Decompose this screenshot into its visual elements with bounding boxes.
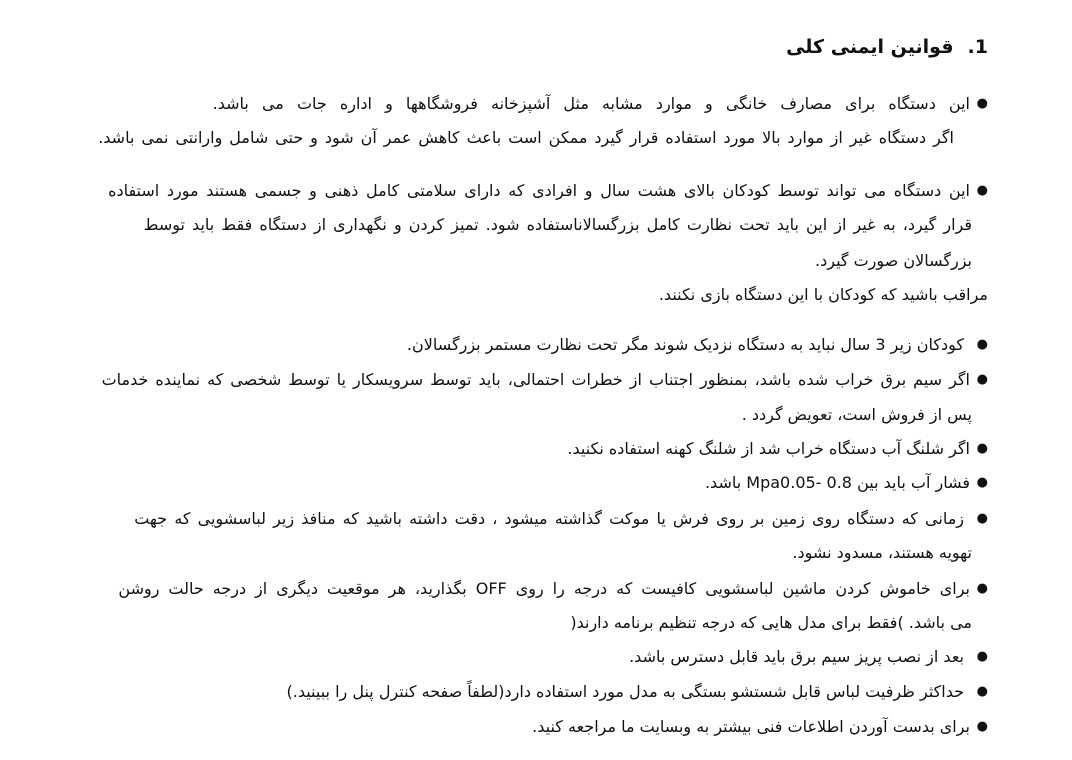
text-line: این دستگاه می تواند توسط کودکان بالای هشت سال و افرادی که دارای سلامتی کامل ذهنی و جسمی هستند مورد استفاده [108,181,970,200]
text-line: اگر سیم برق خراب شده باشد، بمنظور اجتناب از خطرات احتمالی، باید توسط سرویسکار یا توسط شخصی که نماینده خدمات [101,370,970,389]
text-line: تهویه هستند، مسدود نشود. [792,543,972,562]
section-title: قوانین ایمنی کلی [786,36,954,58]
bullet-icon: ● [976,475,988,490]
bullet-icon: ● [976,337,988,352]
text-line: این دستگاه برای مصارف خانگی و موارد مشابه مثل آشپزخانه فروشگاهها و اداره جات می باشد. [212,94,970,113]
text-line: پس از فروش است، تعویض گردد . [741,405,972,424]
text-line: حداکثر ظرفیت لباس قابل شستشو بستگی به مدل مورد استفاده دارد(لطفاً صفحه کنترل پنل را ببینید.) [286,682,964,701]
bullet-icon: ● [976,649,988,664]
text-line: قرار گیرد، به غیر از این باید تحت نظارت کامل بزرگسالاناستفاده شود. تمیز کردن و نگهداری از دستگاه فقط باید توسط [143,215,972,234]
text-line: اگر دستگاه غیر از موارد بالا مورد استفاده قرار گیرد ممکن است باعث کاهش عمر آن شود و حتی شامل وارانتی نمی باشد. [98,128,954,147]
bullet-icon: ● [976,96,988,111]
text-line: کودکان زیر 3 سال نباید به دستگاه نزدیک شوند مگر تحت نظارت مستمر بزرگسالان. [406,335,964,354]
text-line: زمانی که دستگاه روی زمین بر روی فرش یا موکت گذاشته میشود ، دقت داشته باشید که منافذ زیر لباسشویی که جهت [134,509,964,528]
text-line: برای بدست آوردن اطلاعات فنی بیشتر به وبسایت ما مراجعه کنید. [532,717,970,736]
bullet-icon: ● [976,511,988,526]
bullet-icon: ● [976,441,988,456]
text-line: برای خاموش کردن ماشین لباسشویی کافیست که درجه را روی OFF بگذارید، هر موقعیت دیگری از درجه حالت روشن [118,579,970,598]
bullet-icon: ● [976,684,988,699]
bullet-icon: ● [976,372,988,387]
text-line: اگر شلنگ آب دستگاه خراب شد از شلنگ کهنه استفاده نکنید. [567,439,970,458]
bullet-icon: ● [976,581,988,596]
bullet-icon: ● [976,183,988,198]
text-line: بعد از نصب پریز سیم برق باید قابل دسترس باشد. [629,647,964,666]
bullet-icon: ● [976,719,988,734]
text-line: می باشد. )فقط برای مدل هایی که درجه تنظیم برنامه دارند( [570,613,972,632]
section-number: 1. [967,36,988,58]
text-line: فشار آب باید بین Mpa0.05- 0.8 باشد. [704,473,970,492]
text-line: مراقب باشید که کودکان با این دستگاه بازی نکنند. [658,285,988,304]
text-line: بزرگسالان صورت گیرد. [815,251,972,270]
section-heading [786,36,988,58]
